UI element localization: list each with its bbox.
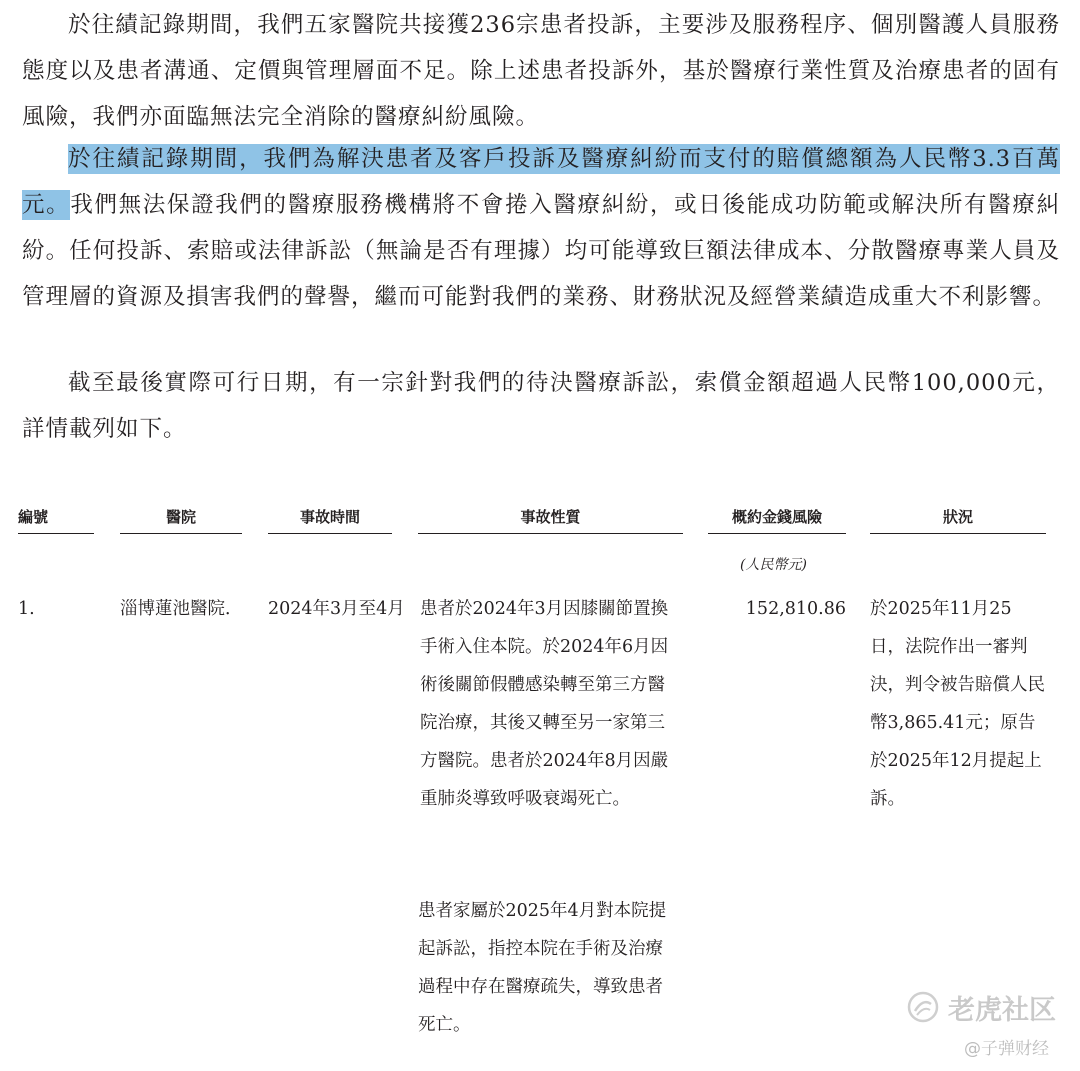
cell-nature-2: 患者家屬於2025年4月對本院提起訴訟，指控本院在手術及治療過程中存在醫療疏失，導致患者死亡。 (418, 901, 667, 1035)
tiger-logo-icon (906, 990, 940, 1024)
highlighted-text: 於往績記錄期間，我們為解決患者及客戶投訴及醫療糾紛而支付的賠償總額為人民幣3.3百萬元。 (22, 146, 1060, 218)
header-hospital: 醫院 (120, 506, 242, 534)
watermark-brand: 老虎社区 (948, 995, 1056, 1026)
paragraph-compensation-rest: 我們無法保證我們的醫療服務機構將不會捲入醫療糾紛，或日後能成功防範或解決所有醫療糾紛。任何投訴、索賠或法律訴訟（無論是否有理據）均可能導致巨額法律成本、分散醫療專業人員及管理層的資源及損害我們的聲譽，繼而可能對我們的業務、財務狀況及經營業績造成重大不利影響。 (22, 192, 1060, 310)
cell-status: 於2025年11月25日，法院作出一審判決，判令被告賠償人民幣3,865.41元；原告於2025年12月提起上訴。 (870, 599, 1045, 809)
header-status: 狀況 (870, 506, 1046, 534)
watermark-account: @子弹财经 (964, 1039, 1049, 1059)
header-number: 編號 (18, 506, 94, 534)
paragraph-pending-litigation: 截至最後實際可行日期，有一宗針對我們的待決醫療訴訟，索償金額超過人民幣100,000元，詳情載列如下。 (22, 370, 1060, 442)
unit-label: (人民幣元) (740, 557, 807, 573)
cell-amount: 152,810.86 (745, 599, 846, 619)
cell-incident-time: 2024年3月至4月 (268, 599, 405, 619)
paragraph-complaints: 於往績記錄期間，我們五家醫院共接獲236宗患者投訴，主要涉及服務程序、個別醫護人員服務態度以及患者溝通、定價與管理層面不足。除上述患者投訴外，基於醫療行業性質及治療患者的固有風險，我們亦面臨無法完全消除的醫療糾紛風險。 (22, 12, 1060, 130)
cell-number: 1. (18, 599, 35, 619)
header-incident-nature: 事故性質 (418, 506, 683, 534)
header-monetary-risk: 概約金錢風險 (708, 506, 846, 534)
paragraph-compensation (22, 136, 1060, 320)
cell-nature-1: 患者於2024年3月因膝關節置換手術入住本院。於2024年6月因術後關節假體感染轉至第三方醫院治療，其後又轉至另一家第三方醫院。患者於2024年8月因嚴重肺炎導致呼吸衰竭死亡。 (420, 599, 669, 809)
cell-hospital: 淄博蓮池醫院． (120, 599, 243, 619)
watermark-logo (906, 990, 940, 1024)
header-incident-time: 事故時間 (268, 506, 392, 534)
